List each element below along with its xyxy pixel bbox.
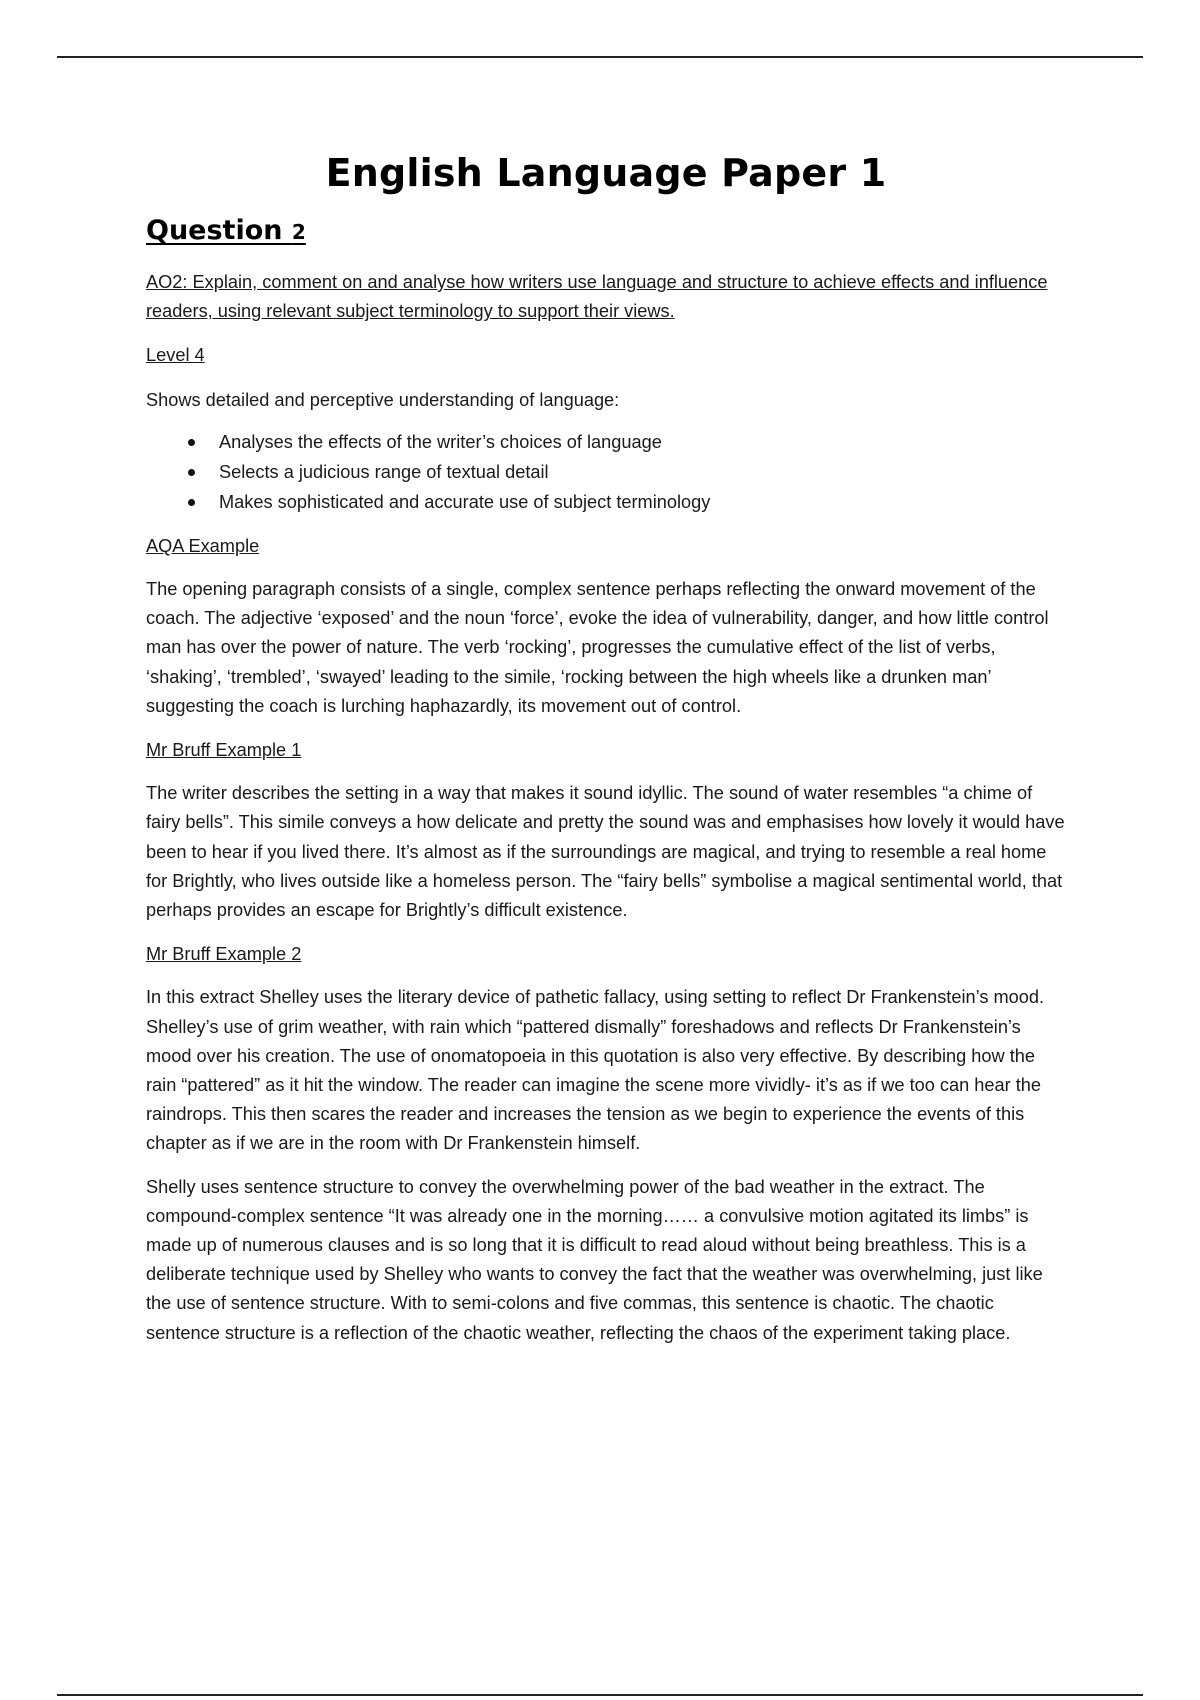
example-paragraph: In this extract Shelley uses the literary device of pathetic fallacy, using setting to reflect Dr Frankenstein’s mood. Shelley’s use of grim weather, with rain which “pattered dismally” foreshadows and reflects Dr Frankenstein’s mood over his creation. The use of onomatopoeia in this quotation is also very effective. By describing how the rain “pattered” as it hit the window. The reader can imagine the scene more vividly- it’s as if we too can hear the raindrops. This then scares the reader and increases the tension as we begin to experience the events of this chapter as if we are in the room with Dr Frankenstein himself. [146,987,1045,1154]
question-number: 2 [291,220,306,244]
criteria-item: Selects a judicious range of textual detail [219,457,1066,487]
question-label: Question [146,215,283,246]
top-rule [57,56,1143,58]
example-heading-bruff-2: Mr Bruff Example 2 [146,944,302,965]
level-heading: Level 4 [146,345,205,366]
example-heading-aqa: AQA Example [146,535,260,556]
question-heading [146,214,306,249]
level-criteria-list [146,427,1066,517]
example-paragraph: Shelly uses sentence structure to convey the overwhelming power of the bad weather in the extract. The compound-complex sentence “It was already one in the morning…… a convulsive motion agitated its limbs” is made up of numerous clauses and is so long that it is difficult to read aloud without being breathless. This is a deliberate technique used by Shelley who wants to convey the fact that the weather was overwhelming, just like the use of sentence structure. With to semi-colons and five commas, this sentence is chaotic. The chaotic sentence structure is a reflection of the chaotic weather, reflecting the chaos of the experiment taking place. [146,1176,1043,1343]
page-title: English Language Paper 1 [325,151,887,195]
example-heading-bruff-1: Mr Bruff Example 1 [146,740,302,761]
example-paragraph: The opening paragraph consists of a single, complex sentence perhaps reflecting the onward movement of the coach. The adjective ‘exposed’ and the noun ‘force’, evoke the idea of vulnerability, danger, and how little control man has over the power of nature. The verb ‘rocking’, progresses the cumulative effect of the list of verbs, ‘shaking’, ‘trembled’, ‘swayed’ leading to the simile, ‘rocking between the high wheels like a drunken man’ suggesting the coach is lurching haphazardly, its movement out of control. [146,579,1049,716]
example-paragraph: The writer describes the setting in a way that makes it sound idyllic. The sound of water resembles “a chime of fairy bells”. This simile conveys a how delicate and pretty the sound was and emphasises how lovely it would have been to hear if you lived there. It’s almost as if the surroundings are magical, and trying to resemble a real home for Brightly, who lives outside like a homeless person. The “fairy bells” symbolise a magical sentimental world, that perhaps provides an escape for Brightly’s difficult existence. [146,783,1065,921]
criteria-item: Analyses the effects of the writer’s choices of language [219,427,1066,457]
criteria-item: Makes sophisticated and accurate use of subject terminology [219,487,1066,517]
assessment-objective: AO2: Explain, comment on and analyse how writers use language and structure to achieve effects and influence readers, using relevant subject terminology to support their views. [146,272,1048,322]
bottom-rule [57,1694,1143,1696]
page-content [146,148,1066,1348]
level-intro: Shows detailed and perceptive understanding of language: [146,389,620,410]
